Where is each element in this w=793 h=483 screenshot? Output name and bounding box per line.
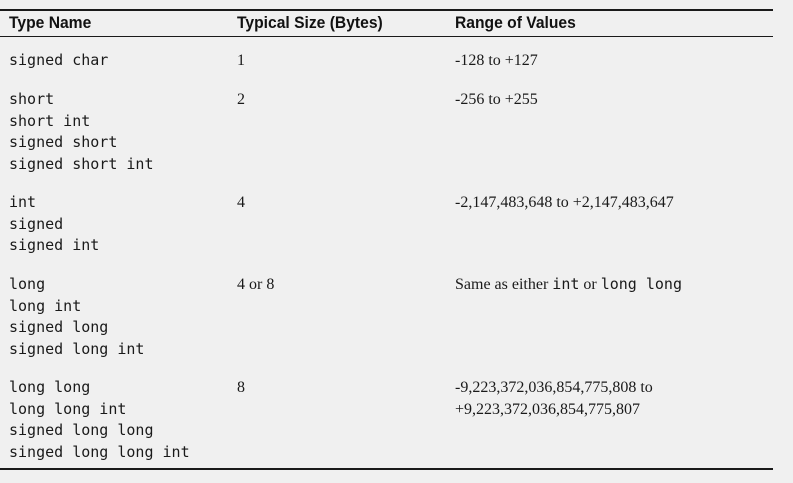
type-name: signed: [9, 214, 64, 233]
range-value: [455, 50, 538, 72]
type-names: [9, 377, 190, 463]
typical-size-value: 8: [237, 379, 245, 396]
range-value: [455, 89, 538, 111]
range-text: -2,147,483,648 to +2,147,483,647: [455, 194, 674, 211]
type-name: signed long long: [9, 421, 154, 439]
type-name: long int: [9, 296, 82, 315]
type-name: int: [9, 193, 37, 211]
type-name: signed short: [9, 133, 118, 151]
type-names: [9, 192, 99, 257]
range-value: [455, 192, 674, 214]
type-names: [9, 50, 108, 72]
type-name: signed long int: [9, 339, 145, 358]
range-text-line2: +9,223,372,036,854,775,807: [455, 400, 641, 418]
range-mid-text: or: [579, 276, 601, 293]
type-names: [9, 274, 144, 360]
type-name: long long int: [9, 399, 127, 418]
range-text-line1: -9,223,372,036,854,775,808 to: [455, 379, 653, 396]
typical-size-value: 4 or 8: [237, 276, 275, 293]
header-divider-rule: [0, 36, 773, 37]
range-value: [455, 377, 653, 420]
typical-size-value: 1: [237, 52, 245, 69]
header-typical-size: Typical Size (Bytes): [237, 13, 383, 32]
range-text: -256 to +255: [455, 91, 538, 108]
type-name: signed short int: [9, 154, 154, 173]
type-name: short int: [9, 111, 91, 130]
type-name: signed long: [9, 318, 109, 336]
type-name: signed char: [9, 51, 109, 69]
type-name: signed int: [9, 236, 100, 254]
type-names: [9, 89, 154, 175]
type-name: long: [9, 275, 46, 293]
typical-size-value: 4: [237, 194, 245, 211]
range-prefix-text: Same as either: [455, 276, 553, 293]
header-type-name: Type Name: [9, 13, 92, 32]
range-code-long-long: long long: [600, 275, 682, 293]
header-range-of-values: Range of Values: [455, 13, 576, 32]
range-value: [455, 274, 682, 296]
type-name: singed long long int: [9, 442, 190, 461]
type-name: short: [9, 90, 55, 108]
typical-size-value: 2: [237, 91, 245, 108]
range-text: -128 to +127: [455, 52, 538, 69]
table-bottom-rule: [0, 468, 773, 470]
range-code-int: int: [552, 275, 580, 293]
table-top-rule: [0, 9, 773, 11]
type-name: long long: [9, 378, 91, 396]
